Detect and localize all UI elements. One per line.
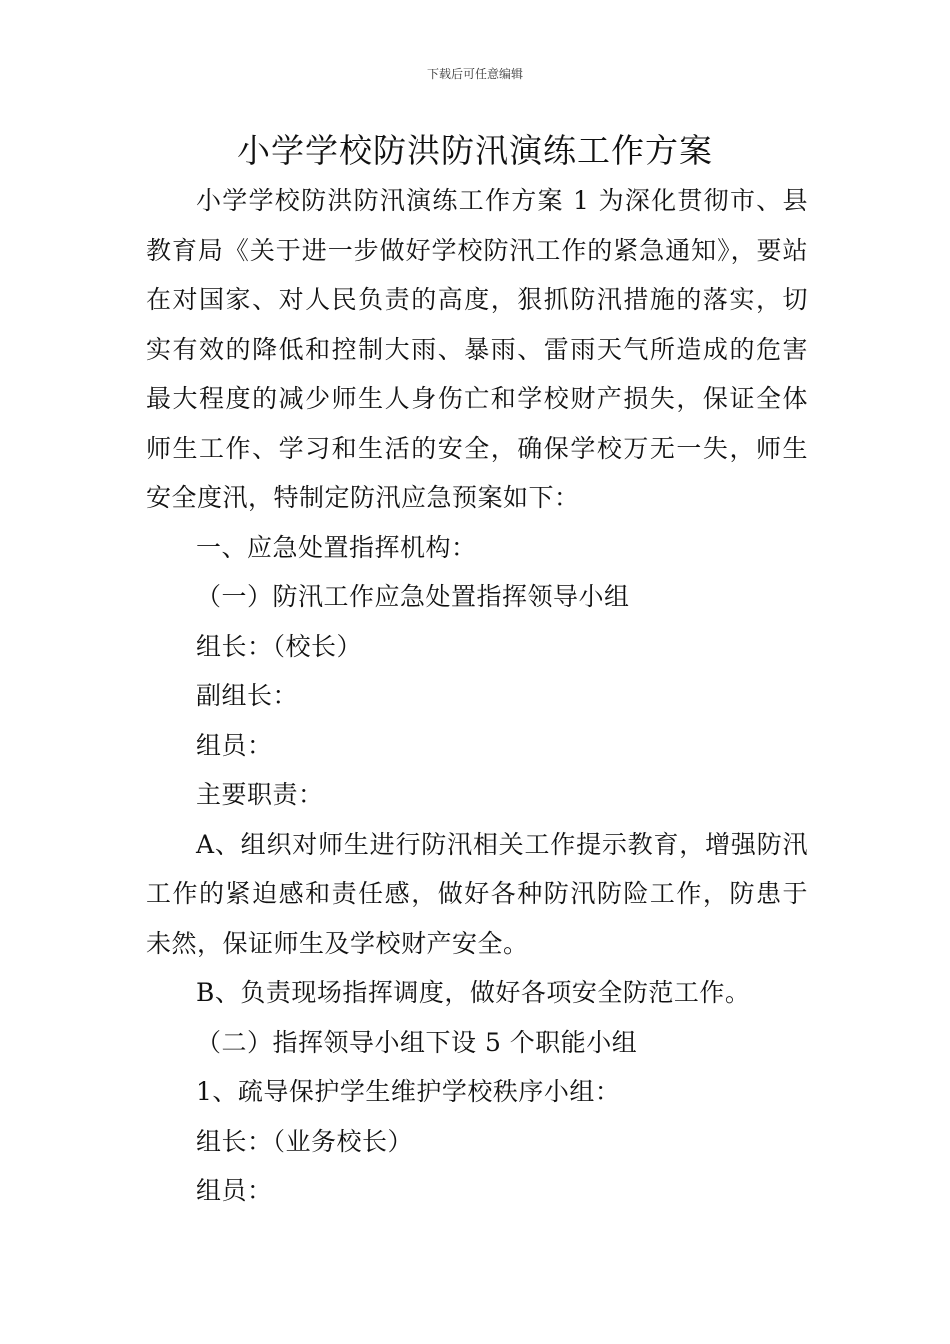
document-body <box>146 176 808 1216</box>
deputy-leader-line: 副组长： <box>196 681 299 710</box>
subsection-heading-leadership: （一）防汛工作应急处置指挥领导小组 <box>196 582 630 611</box>
document-title: 小学学校防洪防汛演练工作方案 <box>237 131 713 170</box>
group-1-heading: 1、疏导保护学生维护学校秩序小组： <box>196 1077 621 1106</box>
header-note: 下载后可任意编辑 <box>426 67 523 81</box>
duty-a: A、组织对师生进行防汛相关工作提示教育，增强防汛工作的紧迫感和责任感，做好各种防汛防险工作，防患于未然，保证师生及学校财产安全。 <box>146 829 808 958</box>
group-1-leader-line: 组长：（业务校长） <box>196 1126 414 1156</box>
duties-heading: 主要职责： <box>196 780 324 809</box>
members-line: 组员： <box>196 730 273 760</box>
subsection-heading-groups: （二）指挥领导小组下设 5 个职能小组 <box>196 1027 638 1057</box>
group-1-members-line: 组员： <box>196 1176 273 1205</box>
leader-line: 组长：（校长） <box>196 631 363 661</box>
section-heading-command: 一、应急处置指挥机构： <box>196 532 477 562</box>
paragraph-intro: 小学学校防洪防汛演练工作方案 1 为深化贯彻市、县教育局《关于进一步做好学校防汛工作的紧急通知》，要站在对国家、对人民负责的高度，狠抓防汛措施的落实，切实有效的降低和控制大雨、暴雨、雷雨天气所造成的危害最大程度的减少师生人身伤亡和学校财产损失，保证全体师生工作、学习和生活的安全，确保学校万无一失，师生安全度汛，特制定防汛应急预案如下： <box>146 186 808 512</box>
duty-b: B、负责现场指挥调度，做好各项安全防范工作。 <box>196 978 751 1007</box>
